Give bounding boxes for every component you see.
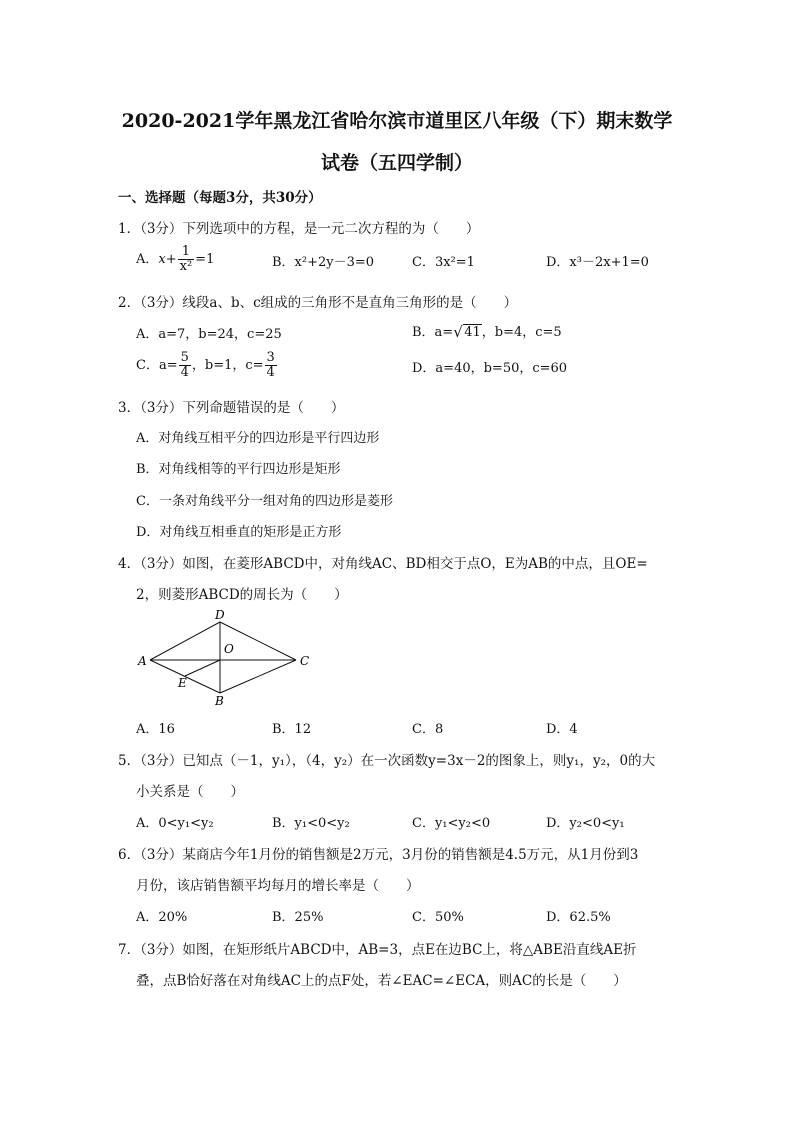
q6-option-c: C．50% [412,910,464,925]
section-heading: 一、选择题（每题3分，共30分） [118,190,322,206]
rhombus-figure [130,605,320,710]
q2-fraction-a [179,351,191,380]
q7-stem-line2: 叠，点B恰好落在对角线AC上的点F处，若∠EAC=∠ECA，则AC的长是（ ） [136,973,627,989]
q1-option-a [136,245,214,274]
q5-option-a: A．0<y₁<y₂ [136,816,214,831]
q7-stem-line1: 7．（3分）如图，在矩形纸片ABCD中，AB=3，点E在边BC上，将△ABE沿直线AE折 [118,942,637,958]
q6-option-d: D．62.5% [546,910,611,925]
page-title-line1: 2020-2021学年黑龙江省哈尔滨市道里区八年级（下）期末数学 [121,110,673,132]
q5-option-c: C．y₁<y₂<0 [412,816,491,831]
q2-option-c-mid: ，b=1，c= [191,358,264,373]
label-c: C [300,654,310,668]
q5-option-b: B．y₁<0<y₂ [272,816,350,831]
q2-frac-a-den: 4 [180,365,189,380]
q1-option-c: C．3x²=1 [412,255,475,270]
q3-stem: 3．（3分）下列命题错误的是（ ） [118,400,345,416]
q1-fraction [178,245,195,274]
q2-option-c [136,351,278,380]
q2-option-c-pre: C．a= [136,358,178,373]
edge-cb [220,660,296,693]
q3-option-b: B．对角线相等的平行四边形是矩形 [136,462,341,477]
q5-stem-line2: 小关系是（ ） [136,784,244,800]
q2-option-a: A．a=7，b=24，c=25 [136,327,282,342]
q2-frac-c-den: 4 [266,365,275,380]
q3-option-c: C．一条对角线平分一组对角的四边形是菱形 [136,494,393,509]
q6-option-a: A．20% [136,910,188,925]
q4-stem-line2: 2，则菱形ABCD的周长为（ ） [136,587,348,603]
q3-option-a: A．对角线互相平分的四边形是平行四边形 [136,431,380,446]
q2-option-b-post: ，b=4，c=5 [481,325,562,340]
q4-option-d: D．4 [546,722,578,737]
q4-stem-line1: 4．（3分）如图，在菱形ABCD中，对角线AC、BD相交于点O，E为AB的中点，且OE= [118,556,648,572]
q1-option-a-label: A． [136,252,159,267]
q1-option-a-post: =1 [195,252,215,267]
q1-stem: 1．（3分）下列选项中的方程，是一元二次方程的为（ ） [118,221,480,237]
q3-option-d: D．对角线互相垂直的矩形是正方形 [136,525,342,540]
q6-stem-line2: 月份，该店销售额平均每月的增长率是（ ） [136,878,420,894]
q5-option-d: D．y₂<0<y₁ [546,816,625,831]
q4-option-b: B．12 [272,722,312,737]
q2-sqrt [453,325,482,340]
q2-option-b-pre: B．a= [412,325,454,340]
edge-ad [150,622,220,660]
q2-sqrt-radicand: 41 [464,325,481,340]
q6-option-b: B．25% [272,910,324,925]
q1-option-b: B．x²+2y－3=0 [272,255,375,270]
q2-stem: 2．（3分）线段a、b、c组成的三角形不是直角三角形的是（ ） [118,295,518,311]
label-o: O [224,642,234,656]
q2-frac-a-num: 5 [180,350,189,365]
page-title-line2: 试卷（五四学制） [320,152,473,174]
q4-option-a: A．16 [136,722,175,737]
q1-option-a-pre: x+ [158,252,177,267]
label-a: A [138,654,147,668]
label-b: B [215,694,224,708]
q1-option-d: D．x³－2x+1=0 [546,255,649,270]
segment-oe [185,660,220,676]
label-e: E [178,676,187,690]
q2-frac-c-num: 3 [266,350,275,365]
q2-option-b [412,321,562,340]
q2-fraction-c [265,351,277,380]
q6-stem-line1: 6．（3分）某商店今年1月份的销售额是2万元，3月份的销售额是4.5万元，从1月份到3 [118,847,639,863]
q1-frac-num: 1 [178,245,195,260]
q4-option-c: C．8 [412,722,444,737]
q2-option-d: D．a=40，b=50，c=60 [412,361,568,376]
q5-stem-line1: 5．（3分）已知点（－1，y₁），（4，y₂）在一次函数y=3x－2的图象上，则y₁，y₂，0的大 [118,753,656,769]
label-d: D [215,608,225,622]
q1-frac-den: x² [179,259,193,274]
